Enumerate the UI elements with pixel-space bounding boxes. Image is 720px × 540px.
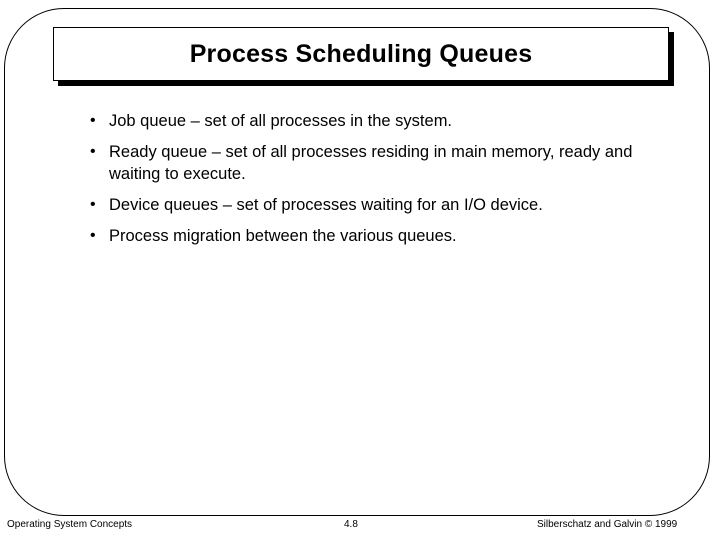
bullet-list	[90, 110, 650, 247]
bullet-item	[90, 141, 650, 185]
bullet-dot-icon: •	[90, 112, 96, 129]
slide-title: Process Scheduling Queues	[189, 39, 533, 68]
bullet-item	[90, 194, 650, 216]
footer-course-title: Operating System Concepts	[7, 519, 133, 530]
slide-frame	[4, 8, 710, 516]
bullet-dot-icon: •	[90, 196, 96, 213]
footer-copyright: Silberschatz and Galvin © 1999	[537, 519, 678, 530]
bullet-text: Process migration between the various queues.	[109, 227, 457, 245]
bullet-text: Ready queue – set of all processes residing in main memory, ready and waiting to execute.	[109, 143, 633, 183]
bullet-item	[90, 225, 650, 247]
bullet-item	[90, 110, 650, 132]
bullet-text: Device queues – set of processes waiting for an I/O device.	[109, 196, 543, 214]
bullet-dot-icon: •	[90, 143, 96, 160]
bullet-dot-icon: •	[90, 227, 96, 244]
footer-page-number: 4.8	[344, 519, 358, 530]
title-box	[53, 27, 669, 81]
bullet-text: Job queue – set of all processes in the system.	[109, 112, 453, 130]
